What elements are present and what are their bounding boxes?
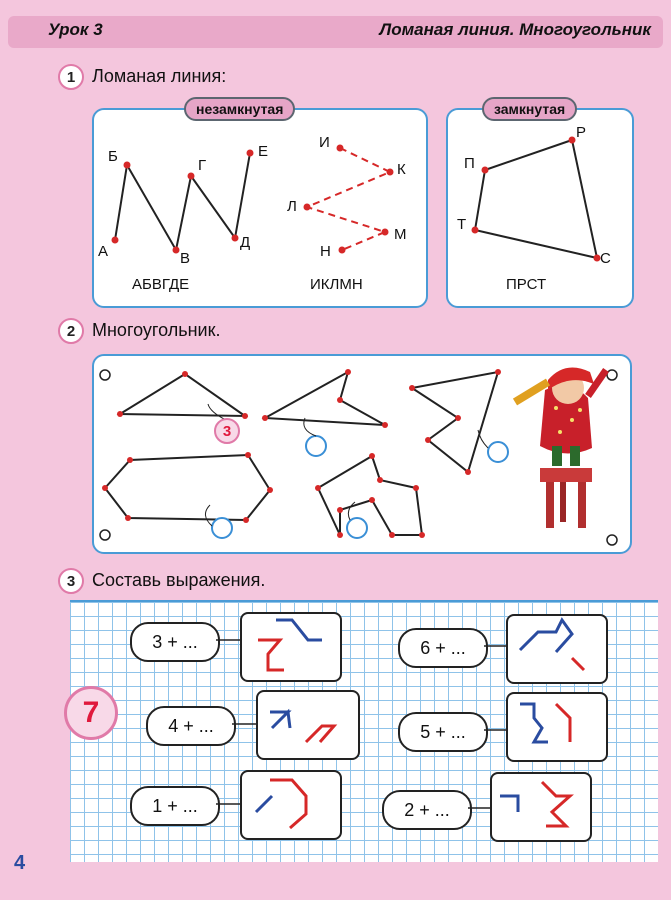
red-segments [542,782,570,826]
red-segments [572,658,584,670]
blue-segments [520,620,572,652]
expression-box: 3 + ... [130,622,220,662]
line1-name: АБВГДЕ [132,276,190,293]
topic-title: Ломаная линия. Многоугольник [379,20,651,39]
section2-title: Многоугольник. [92,320,221,340]
page-number: 4 [14,852,26,874]
open-label: незамкнутая [184,97,295,121]
red-segments [306,726,334,742]
red-segments [270,780,306,828]
blue-segments [500,796,518,812]
line2-name: ИКЛМН [310,276,363,293]
red-segments [556,704,570,742]
expression-box: 5 + ... [398,712,488,752]
expression-box: 1 + ... [130,786,220,826]
point-label: П [464,155,475,172]
point-label: Л [287,198,297,215]
answer-badge: 3 [214,418,240,444]
expression-box: 6 + ... [398,628,488,668]
section3-number: 3 [58,568,84,594]
section2-number: 2 [58,318,84,344]
point-label: Д [240,234,251,251]
section1-number: 1 [58,64,84,90]
blue-segments [276,620,322,640]
point-label: Б [108,148,118,165]
point-label: М [394,226,407,243]
point-label: К [397,161,406,178]
point-label: И [319,134,330,151]
point-label: Е [258,143,269,160]
expression-box: 2 + ... [382,790,472,830]
section3-title: Составь выражения. [92,570,266,590]
blue-segments [520,704,548,742]
closed-label: замкнутая [482,97,577,121]
point-label: А [98,243,109,260]
section1-title: Ломаная линия: [92,66,227,86]
expression-box: 4 + ... [146,706,236,746]
point-label: Г [198,157,207,174]
point-label: Т [457,216,467,233]
lesson-title: Урок 3 [48,20,103,39]
point-label: Н [320,243,331,260]
blue-segments [256,796,272,812]
blue-segments [270,712,290,728]
point-label: Р [576,124,587,141]
point-label: В [180,250,191,267]
point-label: С [600,250,611,267]
polygon-name: ПРСТ [506,276,547,293]
red-segments [258,640,284,670]
number-badge: 7 [64,686,118,740]
